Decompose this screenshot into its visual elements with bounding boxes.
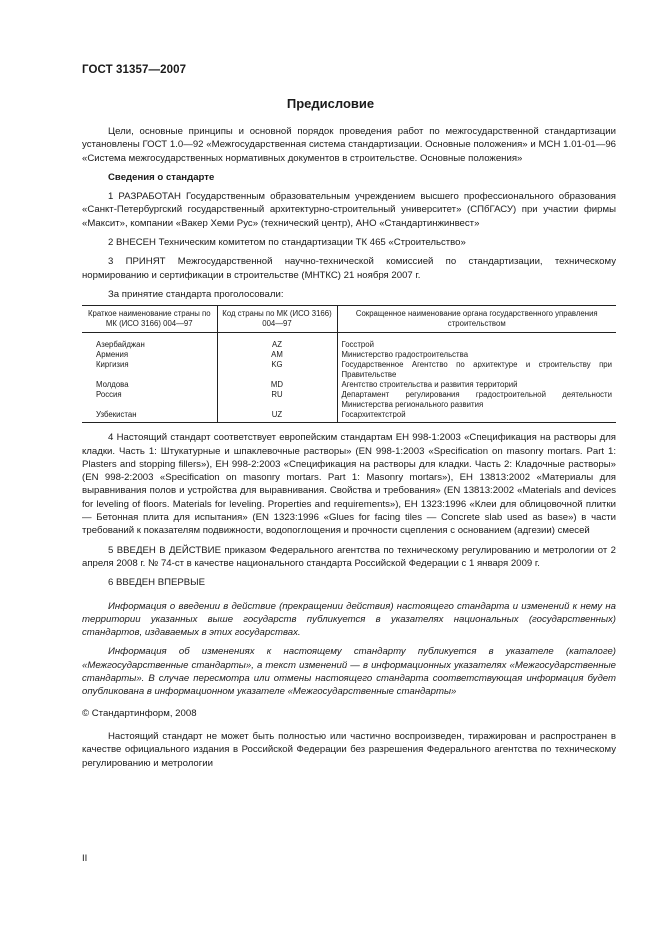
item-2-paragraph: 2 ВНЕСЕН Техническим комитетом по стандартизации ТК 465 «Строительство» bbox=[108, 237, 466, 249]
document-id: ГОСТ 31357—2007 bbox=[82, 64, 187, 76]
page-number: II bbox=[82, 853, 88, 864]
code-cell: AZ bbox=[217, 333, 337, 351]
vote-intro: За принятие стандарта проголосовали: bbox=[108, 288, 284, 300]
section-heading: Сведения о стандарте bbox=[108, 171, 215, 183]
page-title: Предисловие bbox=[286, 96, 375, 111]
reproduction-notice: Настоящий стандарт не может быть полностью или частично воспроизведен, тиражирован и распространен в качестве официального издания в Российской Федерации без разрешения Федерального агентства по техническому регулированию и метрологии bbox=[82, 730, 616, 769]
code-cell: RU bbox=[217, 390, 337, 410]
voting-table bbox=[82, 305, 616, 423]
organ-cell: Государственное Агентство по архитектуре и строительству при Правительстве bbox=[337, 360, 616, 380]
organ-cell: Агентство строительства и развития территорий bbox=[337, 380, 616, 390]
intro-paragraph: Цели, основные принципы и основной порядок проведения работ по межгосударственной стандартизации установлены ГОСТ 1.0—92 «Межгосударственная система стандартизации. Основные положения» и МСН 1.01-01—96 «Система межгосударственных нормативных документов в строительстве. Основные положения» bbox=[82, 126, 616, 164]
table-row bbox=[82, 410, 616, 423]
organ-cell: Госархитектстрой bbox=[337, 410, 616, 423]
country-cell: Азербайджан bbox=[96, 340, 145, 350]
item-5-paragraph: 5 ВВЕДЕН В ДЕЙСТВИЕ приказом Федерального агентства по техническому регулированию и метрологии от 2 апреля 2008 г. № 74-ст в качестве национального стандарта Российской Федерации с 1 января 2009 г. bbox=[82, 544, 616, 569]
table-row bbox=[82, 333, 616, 351]
country-cell: Армения bbox=[96, 350, 129, 360]
country-cell: Узбекистан bbox=[82, 410, 217, 423]
info-paragraph-1: Информация о введении в действие (прекращении действия) настоящего стандарта и изменений к нему на территории указанных выше государств публикуется в указателях национальных (государственных) стандартов, издаваемых в этих государствах. bbox=[82, 600, 616, 639]
column-header-organ: Сокращенное наименование органа государственного управления строительством bbox=[337, 306, 616, 333]
info-paragraph-2: Информация об изменениях к настоящему стандарту публикуется в указателе (каталоге) «Межгосударственные стандарты», а текст изменений — в информационных указателях «Межгосударственные стандарты». В случае пересмотра или отмены настоящего стандарта соответствующая информация будет опубликована в информационном указателе «Межгосударственные стандарты» bbox=[82, 646, 616, 698]
item-3-paragraph: 3 ПРИНЯТ Межгосударственной научно-технической комиссией по стандартизации, техническому нормированию и сертификации в строительстве (МНТКС) 21 ноября 2007 г. bbox=[82, 256, 616, 281]
code-cell: KG bbox=[217, 360, 337, 380]
country-cell: Киргизия bbox=[96, 360, 129, 370]
organ-cell: Министерство градостроительства bbox=[337, 350, 616, 360]
item-6-paragraph: 6 ВВЕДЕН ВПЕРВЫЕ bbox=[108, 577, 206, 589]
country-cell: Россия bbox=[96, 390, 122, 400]
organ-cell: Госстрой bbox=[337, 333, 616, 351]
code-cell: AM bbox=[217, 350, 337, 360]
item-4-paragraph: 4 Настоящий стандарт соответствует европейским стандартам ЕН 998-1:2003 «Спецификация на растворы для кладки. Часть 1: Штукатурные и шпаклевочные растворы» (EN 998-1:2003 «Specification on masonry mortars. Part 1: Plasters and stopping fillers»), ЕН 998-2:2003 «Спецификация на растворы для кладки. Часть 2: Кладочные растворы» (EN 998-2:2003 «Specification on masonry mortars. Part 1: Masonry mortars»), ЕН 13813:2002 «Материалы для выравнивания полов и устройства для выравнивания. Свойства и требования» (EN 13813:2002 «Materials and devices for leveling of floors. Materials for leveling. Properties and requirements»), ЕН 1323:1996 «Клеи для облицовочной плитки — Бетонная плита для испытания» (EN 1323:1996 «Glues for facing tiles — Concrete slab used as base») в части требований к показателям подвижности, водопоглощения и прочности сцепления с основанием (адгезии) смесей bbox=[82, 432, 616, 537]
code-cell: UZ bbox=[217, 410, 337, 423]
document-body bbox=[82, 125, 616, 776]
column-header-code: Код страны по МК (ИСО 3166) 004—97 bbox=[217, 306, 337, 333]
code-cell: MD bbox=[217, 380, 337, 390]
organ-cell: Департамент регулирования градостроительной деятельности Министерства регионального развития bbox=[337, 390, 616, 410]
country-cell: Молдова bbox=[96, 380, 129, 390]
item-1-paragraph: 1 РАЗРАБОТАН Государственным образовательным учреждением высшего профессионального образования «Санкт-Петербургский государственный архитектурно-строительный университет» (СПбГАСУ) при участии фирмы «Максит», компании «Вакер Хеми Рус» (технический центр), АНО «Стандартинжинвест» bbox=[82, 191, 616, 229]
table-header-row bbox=[82, 306, 616, 333]
table-row bbox=[82, 380, 616, 390]
table-row bbox=[82, 390, 616, 410]
column-header-country: Краткое наименование страны по МК (ИСО 3166) 004—97 bbox=[82, 306, 217, 333]
table-row bbox=[82, 350, 616, 360]
table-row bbox=[82, 360, 616, 380]
copyright-line: © Стандартинформ, 2008 bbox=[82, 707, 197, 719]
